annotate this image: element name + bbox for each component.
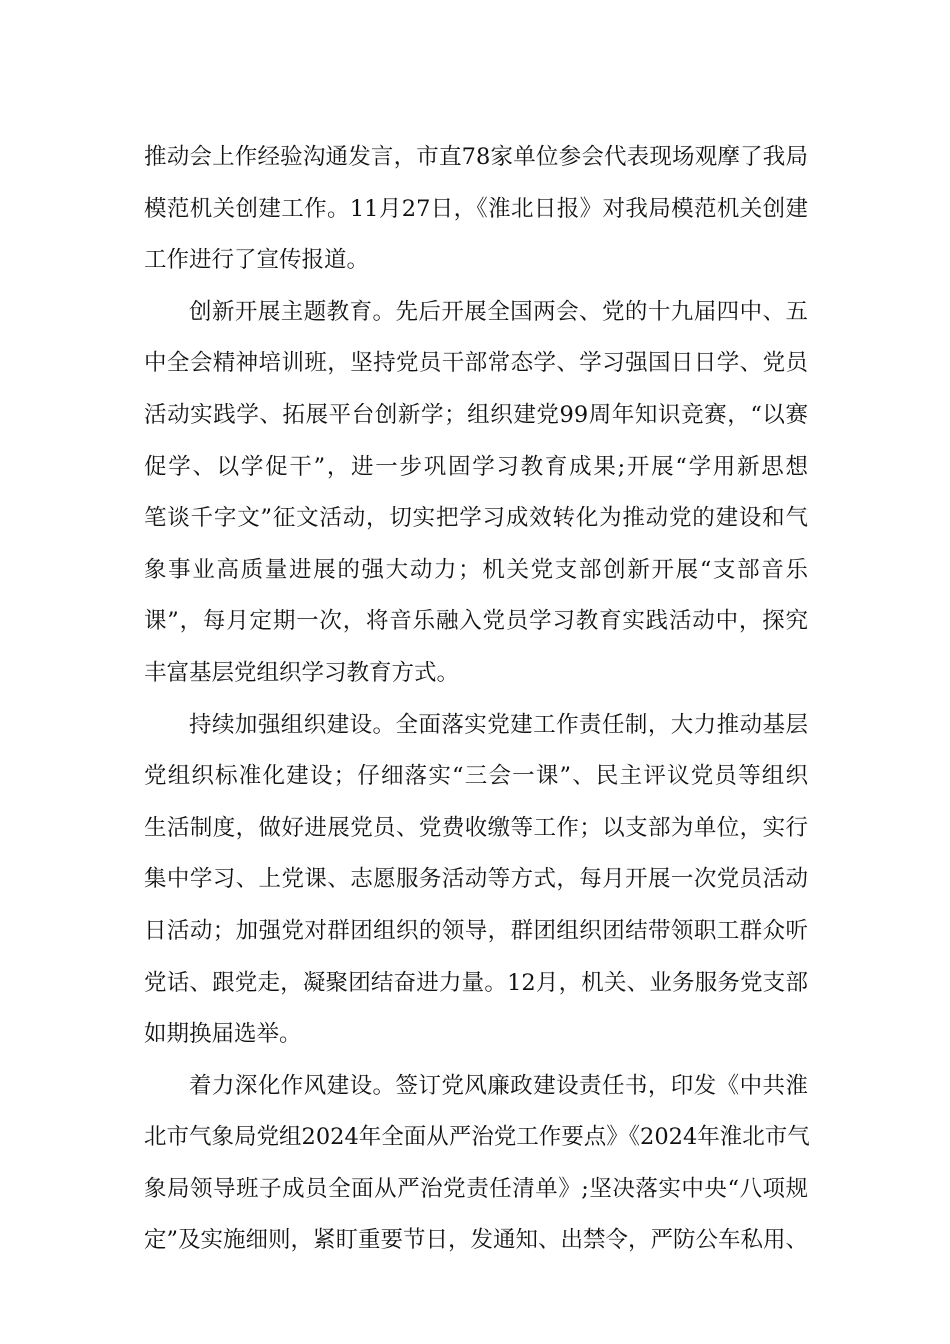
paragraph-1-line-2: 模范机关创建工作。11月27日，《淮北日报》对我局模范机关创建 bbox=[144, 195, 808, 222]
paragraph-4-line-2: 北市气象局党组2024年全面从严治党工作要点》《2024年淮北市气 bbox=[144, 1124, 810, 1151]
paragraph-1-line-3: 工作进行了宣传报道。 bbox=[144, 247, 370, 274]
paragraph-2-line-6: 象事业高质量进展的强大动力；机关党支部创新开展“支部音乐 bbox=[144, 556, 808, 583]
paragraph-2-line-5: 笔谈千字文”征文活动，切实把学习成效转化为推动党的建设和气 bbox=[144, 505, 808, 532]
document-body bbox=[144, 132, 808, 1267]
paragraph-2-line-1: 创新开展主题教育。先后开展全国两会、党的十九届四中、五 bbox=[189, 298, 808, 325]
paragraph-2-line-4: 促学、以学促干”，进一步巩固学习教育成果;开展“学用新思想 bbox=[144, 453, 808, 480]
paragraph-2-line-3: 活动实践学、拓展平台创新学；组织建党99周年知识竞赛，“以赛 bbox=[144, 401, 808, 428]
paragraph-3-line-6: 党话、跟党走，凝聚团结奋进力量。12月，机关、业务服务党支部 bbox=[144, 969, 808, 996]
paragraph-4-line-1: 着力深化作风建设。签订党风廉政建设责任书，印发《中共淮 bbox=[189, 1072, 808, 1099]
paragraph-3-line-4: 集中学习、上党课、志愿服务活动等方式，每月开展一次党员活动 bbox=[144, 866, 808, 893]
paragraph-3-line-5: 日活动；加强党对群团组织的领导，群团组织团结带领职工群众听 bbox=[144, 917, 808, 944]
paragraph-2-line-8: 丰富基层党组织学习教育方式。 bbox=[144, 659, 460, 686]
paragraph-4-line-3: 象局领导班子成员全面从严治党责任清单》;坚决落实中央“八项规 bbox=[144, 1175, 808, 1202]
paragraph-3-line-3: 生活制度，做好进展党员、党费收缴等工作；以支部为单位，实行 bbox=[144, 814, 808, 841]
paragraph-2-line-7: 课”，每月定期一次，将音乐融入党员学习教育实践活动中，探究 bbox=[144, 608, 808, 635]
paragraph-4-line-4: 定”及实施细则，紧盯重要节日，发通知、出禁令，严防公车私用、 bbox=[144, 1227, 809, 1254]
paragraph-2-line-2: 中全会精神培训班，坚持党员干部常态学、学习强国日日学、党员 bbox=[144, 350, 808, 377]
paragraph-3-line-7: 如期换届选举。 bbox=[144, 1021, 302, 1048]
paragraph-1-line-1: 推动会上作经验沟通发言，市直78家单位参会代表现场观摩了我局 bbox=[144, 144, 808, 170]
paragraph-3-line-1: 持续加强组织建设。全面落实党建工作责任制，大力推动基层 bbox=[189, 711, 808, 738]
paragraph-3-line-2: 党组织标准化建设；仔细落实“三会一课”、民主评议党员等组织 bbox=[144, 763, 808, 790]
